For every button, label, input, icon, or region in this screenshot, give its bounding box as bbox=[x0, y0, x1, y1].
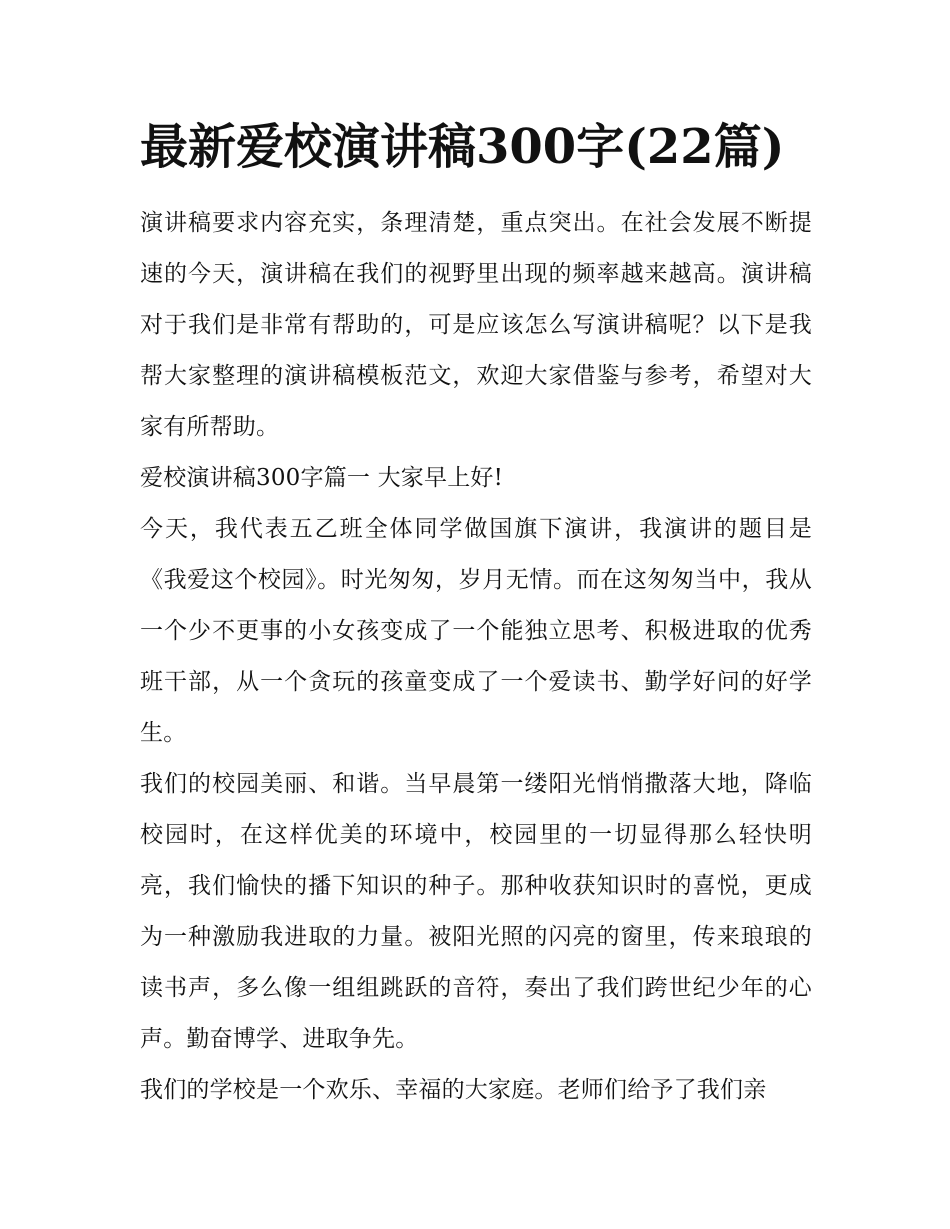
body-paragraph: 我们的学校是一个欢乐、幸福的大家庭。老师们给予了我们亲 bbox=[140, 1077, 767, 1103]
document-body bbox=[140, 198, 812, 1116]
body-paragraph: 今天，我代表五乙班全体同学做国旗下演讲，我演讲的题目是《我爱这个校园》。时光匆匆，岁月无情。而在这匆匆当中，我从一个少不更事的小女孩变成了一个能独立思考、积极进取的优秀班干部，从一个贪玩的孩童变成了一个爱读书、勤学好问的好学生。 bbox=[140, 516, 812, 746]
body-paragraph: 我们的校园美丽、和谐。当早晨第一缕阳光悄悄撒落大地，降临校园时，在这样优美的环境中，校园里的一切显得那么轻快明亮，我们愉快的播下知识的种子。那种收获知识时的喜悦，更成为一种激励我进取的力量。被阳光照的闪亮的窗里，传来琅琅的读书声，多么像一组组跳跃的音符，奏出了我们跨世纪少年的心声。勤奋博学、进取争先。 bbox=[140, 771, 812, 1052]
document-title: 最新爱校演讲稿300字(22篇) bbox=[140, 119, 785, 175]
intro-paragraph: 演讲稿要求内容充实，条理清楚，重点突出。在社会发展不断提速的今天，演讲稿在我们的视野里出现的频率越来越高。演讲稿对于我们是非常有帮助的，可是应该怎么写演讲稿呢？以下是我帮大家整理的演讲稿模板范文，欢迎大家借鉴与参考，希望对大家有所帮助。 bbox=[140, 210, 812, 440]
section-heading-paragraph: 爱校演讲稿300字篇一 大家早上好! bbox=[140, 465, 504, 491]
